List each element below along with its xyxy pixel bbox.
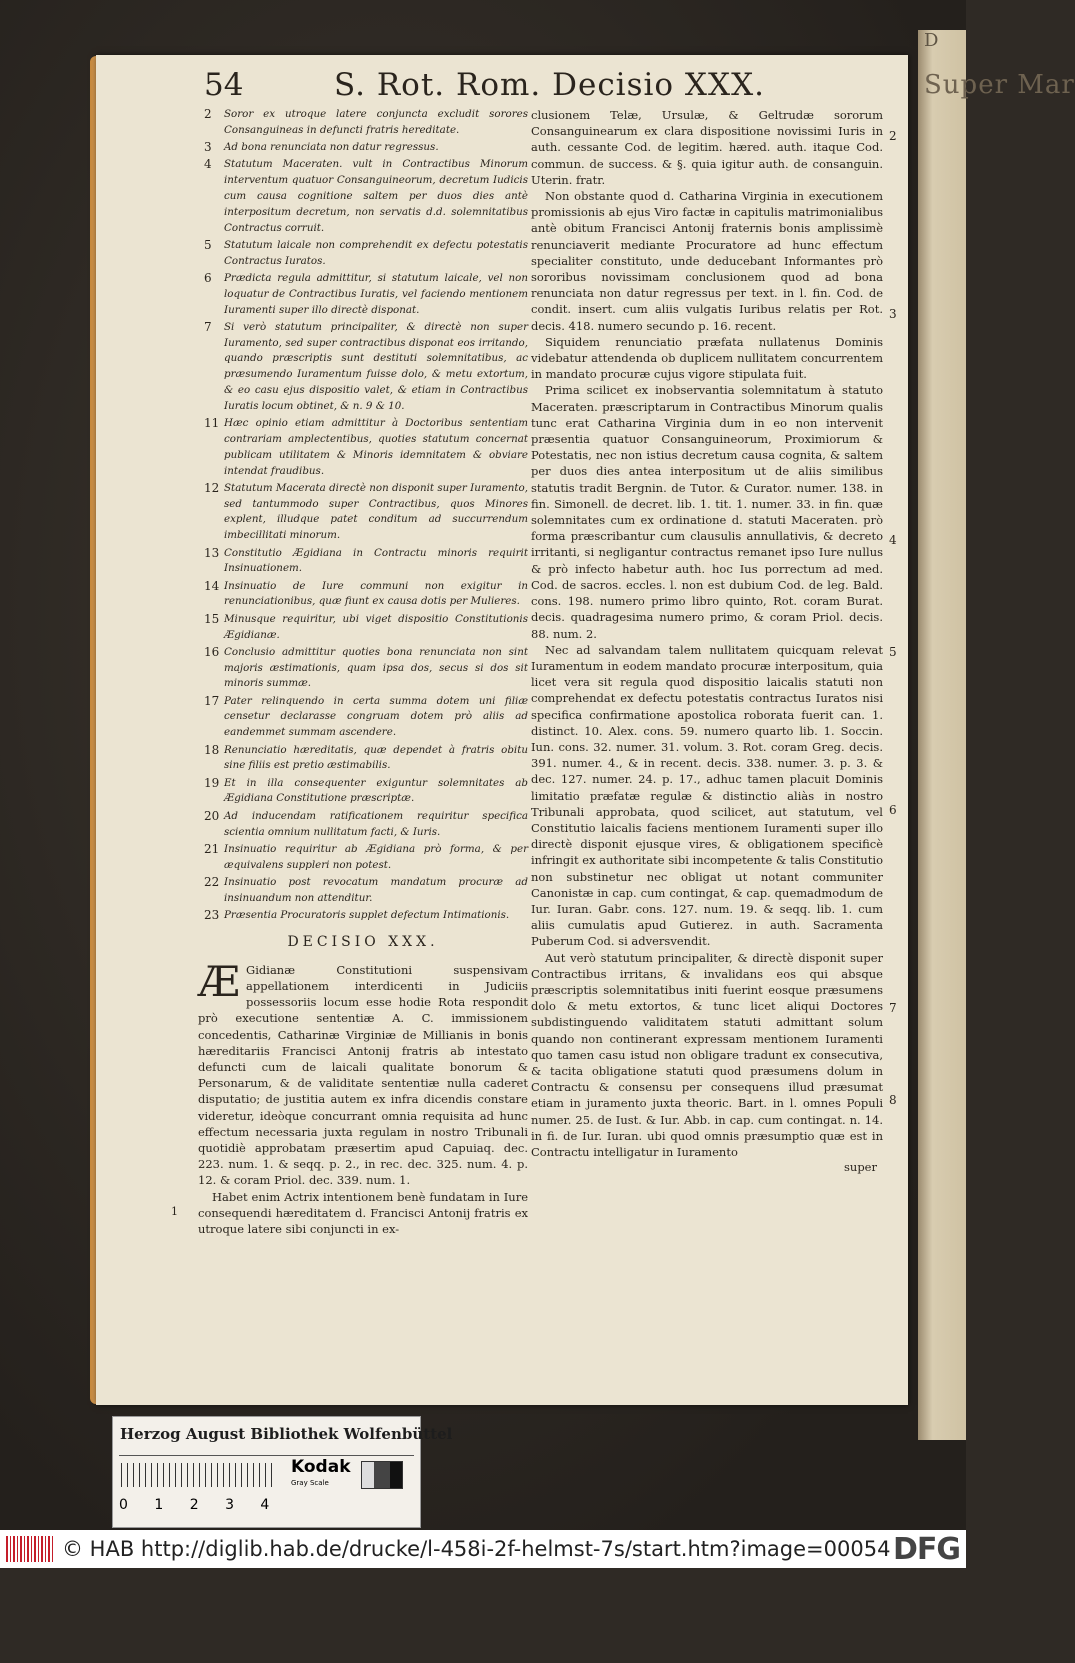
margin-number: 4 [889,533,897,547]
summary-item [198,694,528,741]
chart-divider [119,1455,414,1456]
summary-item [198,238,528,270]
summary-text: Insinuatio post revocatum mandatum procuræ ad insinuandum non attenditur. [224,875,528,904]
left-paragraph-1 [198,956,528,1189]
summary-text: Minusque requiritur, ubi viget dispositio Constitutionis Ægidianæ. [224,612,528,641]
summary-text: Constitutio Ægidiana in Contractu minoris requirit Insinuationem. [224,546,528,575]
right-paragraph-4: Prima scilicet ex inobservantia solemnitatum à statuto Maceraten. præscriptarum in Contractibus Minorum qualis tunc erat Catharina Virginia dum in eo non intervenit præsentia quatuor Consanguineorum, Proximiorum & Potestatis, nec non istius decretum causa cognita, & saltem per duos dies antea interpositum ut de aliis similibus statutis tradit Bergnin. de Tutor. & Curator. numer. 138. in fin. Simonell. de decret. lib. 1. tit. 1. numer. 33. in fin. quæ solemnitates cum ex ordinatione d. statuti Maceraten. prò forma præscribantur cum clausulis annullativis, & decreto irritanti, si negligantur contractus remanet ipso Iure nullus & prò infecto habetur auth. hoc Ius porrectum ad med. Cod. de sacros. eccles. l. non est dubium Cod. de leg. Bald. cons. 198. numero primo libro quinto, Rot. coram Burat. decis. quadragesima numero primo, & coram Priol. decis. 88. num. 2. [531,383,883,641]
summary-item [198,743,528,775]
summary-text: Ad inducendam ratificationem requiritur specifica scientia omnium nullitatum facti, & Iuris. [224,809,528,838]
left-paragraph-1-text: Gidianæ Constitutioni suspensivam appellationem interdicenti in Judiciis possessoriis locum esse hodie Rota respondit prò executione sententiæ A. C. immissionem concedentis, Catharinæ Virginiæ de Millianis in bonis hæreditariis Francisci Antonij fratris ab intestato defuncti cum de laicali qualitate bonorum & Personarum, & de validitate sententiæ nulla caderet disputatio; de justitia autem ex infra dicendis constare videretur, ideòque concurrant omnia requisita ad hunc effectum necessaria juxta regulam in nostro Tribunali quotidiè approbatam præsertim apud Capuiaq. dec. 223. num. 1. & seqq. p. 2., in rec. dec. 325. num. 4. p. 12. & coram Priol. dec. 339. num. 1. [198,962,528,1188]
summary-number: 23 [204,908,220,923]
summary-item [198,416,528,479]
summary-text: Præsentia Procuratoris supplet defectum Intimationis. [224,909,510,922]
summary-item [198,320,528,415]
summary-text: Conclusio admittitur quoties bona renunciata non sint majoris æstimationis, quam ipsa dos, secus si dos sit minoris summæ. [224,645,528,690]
summary-number: 15 [204,611,220,626]
right-paragraph-5: Nec ad salvandam talem nullitatem quicquam relevat Iuramentum in eodem mandato procuræ interpositum, quia licet vera sit regula quod dispositio laicalis statuti non comprehendat ex defectu potestatis contractus Iuratos nisi specifica confirmatione apostolica roborata fuerit can. 1. distinct. 10. Alex. cons. 59. numero quarto lib. 1. Soccin. Iun. cons. 32. numer. 31. volum. 3. Rot. coram Greg. decis. 391. numer. 4., & in recent. decis. 338. numer. 3. p. 3. & dec. 127. numer. 24. p. 17., adhuc tamen placuit Dominis limitatio præfatæ regulæ & distinctio aliàs in nostro Tribunali approbata, quod scilicet, aut statutum, vel Constitutio laicalis faciens mentionem Iuramenti super illo directè disponit ejusque vires, & obligationem specificè infringit ex authoritate sibi incompetente & talis Constitutio non substinetur nec obligat ut notant communiter Canonistæ in cap. cum contingat, & cap. quemadmodum de Iur. Iuran. Gabr. cons. 127. num. 19. & seqq. lib. 1. cum aliis cumulatis apud Gutierez. in auth. Sacramenta Puberum Cod. si adversvendit. [531,642,883,949]
summary-item [198,157,528,236]
margin-number: 2 [889,129,897,143]
facing-page-edge [918,30,1075,1440]
summary-item [198,776,528,808]
summary-item [198,579,528,611]
summary-number: 22 [204,874,220,889]
summary-text: Et in illa consequenter exiguntur solemnitates ab Ægidiana Constitutione præscriptæ. [224,776,528,805]
margin-number: 6 [889,803,897,817]
summary-text: Insinuatio de Iure communi non exigitur in renunciationibus, quæ fiunt ex causa dotis per Mulieres. [224,579,528,608]
facing-page-top-fragment: D [924,30,939,51]
barcode-icon [6,1536,54,1562]
summary-number: 3 [204,140,212,155]
summary-text: Renunciatio hæreditatis, quæ dependet à fratris obitu sine filiis est pretio æstimabilis. [224,743,528,772]
left-paragraph-2: Habet enim Actrix intentionem benè fundatam in Iure consequendi hæreditatem d. Francisci Antonij fratris ex utroque latere sibi conjuncti in ex- [198,1189,528,1237]
summary-text: Si verò statutum principaliter, & directè non super Iuramento, sed super contractibus disponat eos irritando, quando præscriptis sunt destituti solemnitatibus, ac præsumendo Iuramentum fuisse dolo, & metu extortum, & eo casu ejus dispositio valet, & etiam in Contractibus Iuratis locum obtinet, & n. 9 & 10. [224,320,528,412]
right-paragraph-6: Aut verò statutum principaliter, & directè disponit super Contractibus irritans, & invalidans eos qui absque præscriptis solemnitatibus initi fuerint eosque præsumens dolo & metu extortos, & tunc licet aliqui Doctores subdistinguendo validitatem statuti admittant solum quando non continerant expressam mentionem Iuramenti quo tamen casu istud non obligare tradunt ex consecutiva, & tacita obligatione statuti quod præsumens dolum in Contractu & consensu per consequens illud præsumat etiam in juramento juxta theoric. Bart. in l. omnes Populi numer. 25. de Iust. & Iur. Abb. in cap. cum contingat. n. 14. in fi. de Iur. Iuran. ubi quod omnis præsumptio quæ est in Contractu intelligatur in Iuramento [531,950,883,1159]
margin-footnote-number: 1 [171,1205,178,1218]
summary-number: 5 [204,237,212,252]
margin-number: 8 [889,1093,897,1107]
summary-text: Pater relinquendo in certa summa dotem uni filiæ censetur declarasse congruam dotem prò aliis ad eandemmet summam ascendere. [224,694,528,739]
summary-number: 16 [204,644,220,659]
summary-number: 11 [204,416,220,431]
summary-number: 12 [204,480,220,495]
summary-text: Ad bona renunciata non datur regressus. [224,141,439,154]
summary-item [198,842,528,874]
catchword: super [844,1160,877,1175]
summary-number: 6 [204,270,212,285]
page-header [204,65,884,105]
kodak-label: Kodak [291,1457,351,1477]
summary-number: 14 [204,578,220,593]
summary-item [198,107,528,139]
running-title: S. Rot. Rom. Decisio XXX. [334,67,765,103]
right-paragraph-3: Siquidem renunciatio præfata nullatenus Dominis videbatur attendenda ob duplicem nullitatem concurrentem in mandato procuræ cujus vigore stipulata fuit. [531,334,883,382]
summary-list [198,107,528,924]
summary-number: 21 [204,841,220,856]
summary-item [198,271,528,318]
margin-number: 7 [889,1001,897,1015]
facing-page-heading-fragment: Super Mar [924,70,1075,100]
summary-number: 2 [204,107,212,121]
summary-item [198,546,528,578]
dfg-logo: DFG [892,1531,960,1567]
summary-item [198,875,528,907]
summary-text: Hæc opinio etiam admittitur à Doctoribus sententiam contrariam amplectentibus, quoties statutum concernat publicam utilitatem & Minoris idemnitatem & obviare intendat fraudibus. [224,417,528,477]
summary-text: Statutum Macerata directè non disponit super Iuramento, sed tantummodo super Contractibus, quos Minores explent, illudque patet conditum ad succurrendum imbecillitati minorum. [224,481,528,542]
source-url-link[interactable]: © HAB http://diglib.hab.de/drucke/l-458i-2f-helmst-7s/start.htm?image=00054 [62,1537,891,1561]
summary-text: Insinuatio requiritur ab Ægidiana prò forma, & per æquivalens suppleri non potest. [224,842,528,871]
drop-capital: Æ [198,956,241,1006]
summary-text: Soror ex utroque latere conjuncta excludit sorores Consanguineas in defuncti fratris hereditate. [224,108,528,136]
summary-number: 20 [204,808,220,823]
summary-item [198,809,528,841]
margin-number: 3 [889,307,897,321]
summary-item [198,908,528,924]
summary-item [198,481,528,544]
summary-text: Statutum laicale non comprehendit ex defectu potestatis Contractus Iuratos. [224,238,528,267]
viewer-footer [0,1530,966,1568]
summary-number: 7 [204,319,212,334]
summary-number: 13 [204,545,220,560]
right-paragraph-1: clusionem Telæ, Ursulæ, & Geltrudæ sororum Consanguinearum ex clara dispositione novissimi Iuris in auth. cessante Cod. de legitim. hæred. auth. itaque Cod. commun. de success. & §. quia igitur auth. de consanguin. Uterin. fratr. [531,108,883,187]
book-page [96,55,908,1405]
summary-number: 17 [204,693,220,708]
right-paragraph-2: Non obstante quod d. Catharina Virginia in executionem promissionis ab ejus Viro factæ in capitulis matrimonialibus antè obitum Francisci Antonij fraternis bonis amplissimè renunciaverit mediante Procuratore ad hunc effectum specialiter constituto, unde deducebant Informantes prò sororibus novissimam conclusionem quod ad bona renunciata non datur regressus per text. in l. fin. Cod. de condit. insert. cum aliis vulgatis Iuribus relatis per Rot. decis. 418. numero secundo p. 16. recent. [531,189,883,333]
ruler-numbers: 0 1 2 3 4 [119,1497,270,1513]
color-calibration-chart [112,1416,453,1528]
summary-text: Statutum Maceraten. vult in Contractibus Minorum interventum quatuor Consanguineorum, decretum Iudicis cum causa cognitione saltem per duos dies antè interpositum decretum, non servatis d.d. solemnitatibus Contractus corruit. [224,158,528,234]
summary-item [198,645,528,692]
summary-number: 19 [204,775,220,790]
decisio-heading: DECISIO XXX. [287,933,439,950]
margin-number: 5 [889,645,897,659]
ruler-scale [121,1463,276,1487]
gray-swatch [361,1461,403,1489]
summary-number: 4 [204,157,212,172]
left-column [198,107,528,1237]
summary-text: Prædicta regula admittitur, si statutum laicale, vel non loquatur de Contractibus Iuratis, vel faciendo mentionem Iuramenti super illo directè disponat. [224,271,528,316]
grayscale-label: Gray Scale [291,1479,329,1487]
right-column [531,107,883,1174]
summary-number: 18 [204,742,220,757]
summary-item [198,140,528,156]
page-number: 54 [204,67,244,103]
summary-item [198,612,528,644]
chart-library-label: Herzog August Bibliothek Wolfenbüttel [120,1425,453,1443]
